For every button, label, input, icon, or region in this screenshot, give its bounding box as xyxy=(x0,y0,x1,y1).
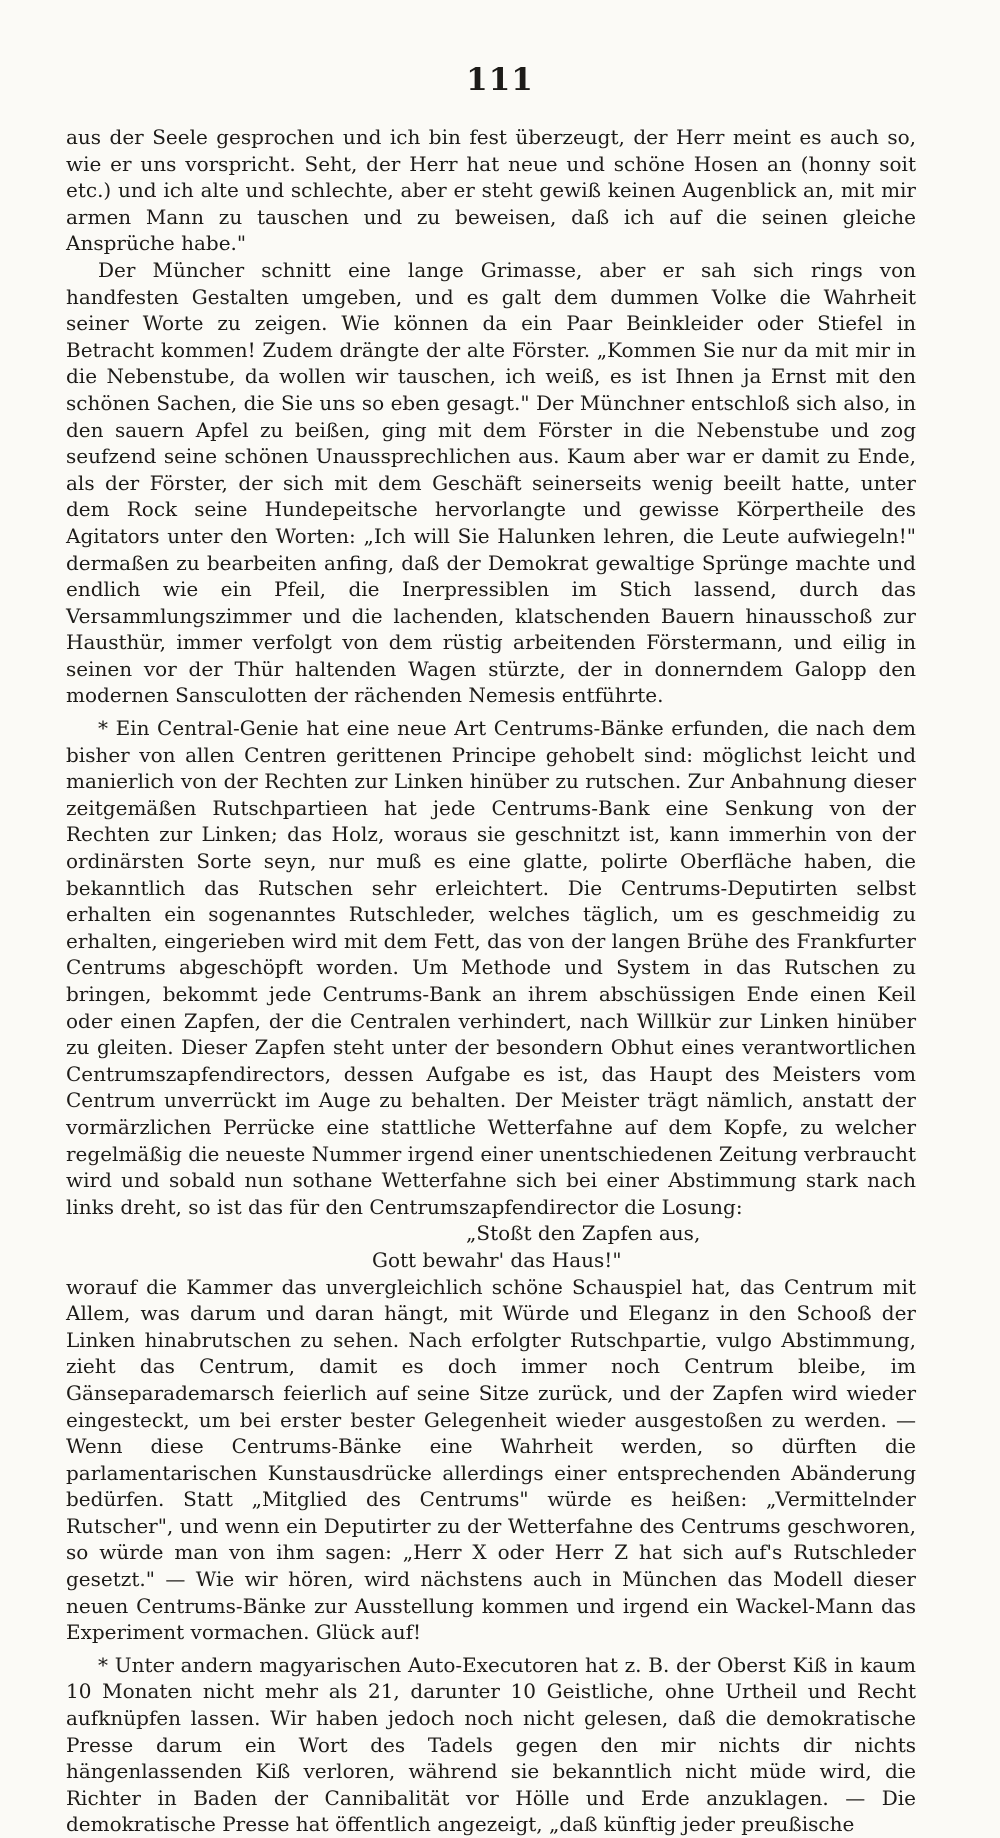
paragraph-1: aus der Seele gesprochen und ich bin fest überzeugt, der Herr meint es auch so, wie er uns vorspricht. Seht, der Herr hat neue und schöne Hosen an (honny soit etc.) und ich alte und schlechte, aber er steht gewiß keinen Augenblick an, mit mir armen Mann zu tauschen und zu beweisen, daß ich auf die seinen gleiche Ansprüche habe." xyxy=(66,125,916,256)
paragraph-2: Der Müncher schnitt eine lange Grimasse, aber er sah sich rings von handfesten Gestalten umgeben, und es galt dem dummen Volke die Wahrheit seiner Worte zu zeigen. Wie können da ein Paar Beinkleider oder Stiefel in Betracht kommen! Zudem drängte der alte Förster. „Kommen Sie nur da mit mir in die Nebenstube, da wollen wir tauschen, ich weiß, es ist Ihnen ja Ernst mit den schönen Sachen, die Sie uns so eben gesagt." Der Münchner entschloß sich also, in den sauern Apfel zu beißen, ging mit dem Förster in die Nebenstube und zog seufzend seine schönen Unaussprechlichen aus. Kaum aber war er damit zu Ende, als der Förster, der sich mit dem Geschäft seinerseits wenig beeilt hatte, unter dem Rock seine Hundepeitsche hervorlangte und gewisse Körpertheile des Agitators unter den Worten: „Ich will Sie Halunken lehren, die Leute aufwiegeln!" dermaßen zu bearbeiten anfing, daß der Demokrat gewaltige Sprünge machte und endlich wie ein Pfeil, die Inerpressiblen im Stich lassend, durch das Versammlungszimmer und die lachenden, klatschenden Bauern hinausschoß zur Hausthür, immer verfolgt von dem rüstig arbeitenden Förstermann, und eilig in seinen vor der Thür haltenden Wagen stürzte, der in donnerndem Galopp den modernen Sansculotten der rächenden Nemesis entführte. xyxy=(66,257,916,708)
verse-line-2: Gott bewahr' das Haus!" xyxy=(372,1247,622,1272)
page-number: 111 xyxy=(466,62,534,98)
body-text xyxy=(66,124,916,1838)
paragraph-4: worauf die Kammer das unvergleichlich schöne Schauspiel hat, das Centrum mit Allem, was darum und daran hängt, mit Würde und Eleganz in den Schooß der Linken hinabrutschen zu sehen. Nach erfolgter Rutschpartie, vulgo Abstimmung, zieht das Centrum, damit es doch immer noch Centrum bleibe, im Gänseparademarsch feierlich auf seine Sitze zurück, und der Zapfen wird wieder eingesteckt, um bei erster bester Gelegenheit wieder ausgestoßen zu werden. — Wenn diese Centrums-Bänke eine Wahrheit werden, so dürften die parlamentarischen Kunstausdrücke allerdings einer entsprechenden Abänderung bedürfen. Statt „Mitglied des Centrums" würde es heißen: „Vermittelnder Rutscher", und wenn ein Deputirter zu der Wetterfahne des Centrums geschworen, so würde man von ihm sagen: „Herr X oder Herr Z hat sich auf's Rutschleder gesetzt." — Wie wir hören, wird nächstens auch in München das Modell dieser neuen Centrums-Bänke zur Ausstellung kommen und irgend ein Wackel-Mann das Experiment vormachen. Glück auf! xyxy=(66,1274,916,1645)
verse-line-1: „Stoßt den Zapfen aus, xyxy=(466,1221,701,1246)
paragraph-3-central-genie: * Ein Central-Genie hat eine neue Art Centrums-Bänke erfunden, die nach dem bisher von allen Centren gerittenen Principe gehobelt sind: möglichst leicht und manierlich von der Rechten zur Linken hinüber zu rutschen. Zur Anbahnung dieser zeitgemäßen Rutschpartieen hat jede Centrums-Bank eine Senkung von der Rechten zur Linken; das Holz, woraus sie geschnitzt ist, kann immerhin von der ordinärsten Sorte seyn, nur muß es eine glatte, polirte Oberfläche haben, die bekanntlich das Rutschen sehr erleichtert. Die Centrums-Deputirten selbst erhalten ein sogenanntes Rutschleder, welches täglich, um es geschmeidig zu erhalten, eingerieben wird mit dem Fett, das von der langen Brühe des Frankfurter Centrums abgeschöpft worden. Um Methode und System in das Rutschen zu bringen, bekommt jede Centrums-Bank an ihrem abschüssigen Ende einen Keil oder einen Zapfen, der die Centralen verhindert, nach Willkür zur Linken hinüber zu gleiten. Dieser Zapfen steht unter der besondern Obhut eines verantwortlichen Centrumszapfendirectors, dessen Aufgabe es ist, das Haupt des Meisters vom Centrum unverrückt im Auge zu behalten. Der Meister trägt nämlich, anstatt der vormärzlichen Perrücke eine stattliche Wetterfahne auf dem Kopfe, zu welcher regelmäßig die neueste Nummer irgend einer unentschiedenen Zeitung verbraucht wird und sobald nun sothane Wetterfahne sich bei einer Abstimmung stark nach links dreht, so ist das für den Centrumszapfendirector die Losung: xyxy=(66,716,916,1219)
paragraph-5-magyar: * Unter andern magyarischen Auto-Executoren hat z. B. der Oberst Kiß in kaum 10 Monaten nicht mehr als 21, darunter 10 Geistliche, ohne Urtheil und Recht aufknüpfen lassen. Wir haben jedoch noch nicht gelesen, daß die demokratische Presse darum ein Wort des Tadels gegen den mir nichts dir nichts hängenlassenden Kiß verloren, während sie bekanntlich nicht müde wird, die Richter in Baden der Cannibalität vor Hölle und Erde anzuklagen. — Die demokratische Presse hat öffentlich angezeigt, „daß künftig jeder preußische xyxy=(66,1652,916,1837)
